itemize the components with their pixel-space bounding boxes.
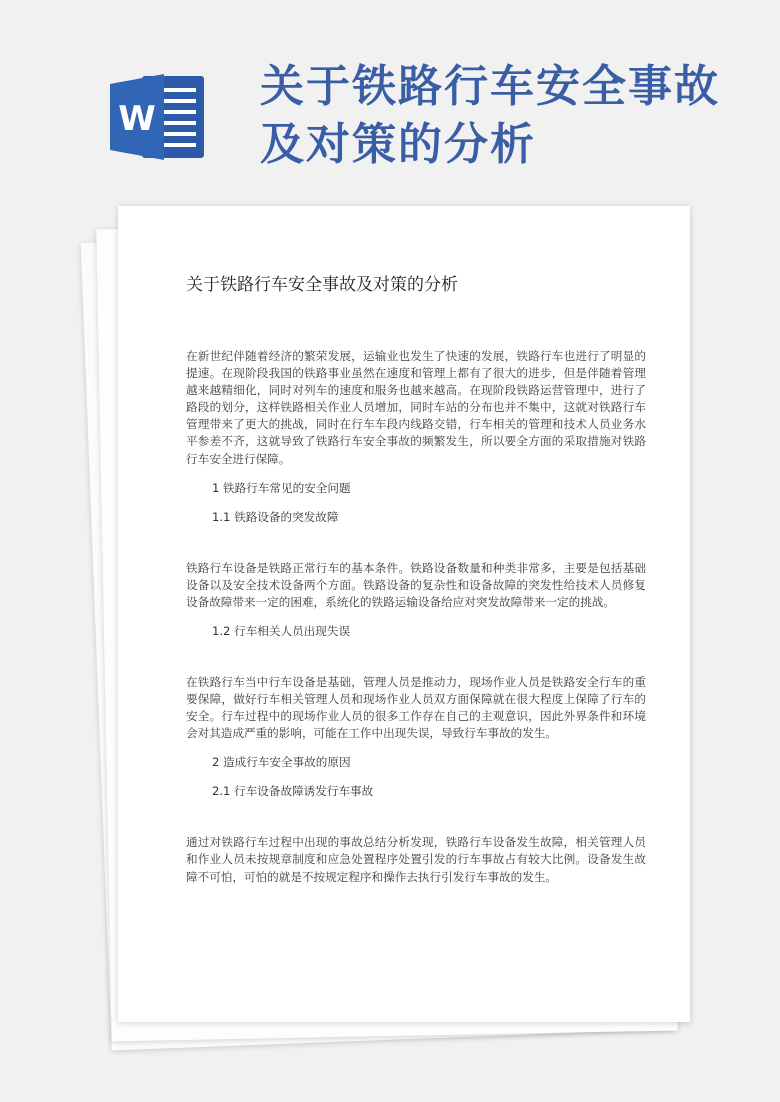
banner-title-line1: 关于铁路行车安全事故 bbox=[260, 61, 720, 112]
section-heading-1-1: 1.1 铁路设备的突发故障 bbox=[212, 509, 339, 524]
section-heading-1-2: 1.2 行车相关人员出现失误 bbox=[212, 623, 351, 638]
banner-title-line2: 及对策的分析 bbox=[260, 119, 536, 170]
section-heading-1: 1 铁路行车常见的安全问题 bbox=[212, 480, 351, 495]
document-title: 关于铁路行车安全事故及对策的分析 bbox=[186, 275, 458, 295]
section-heading-2: 2 造成行车安全事故的原因 bbox=[212, 755, 351, 770]
intro-paragraph: 在新世纪伴随着经济的繁荣发展，运输业也发生了快速的发展，铁路行车也进行了明显的提速。在现阶段我国的铁路事业虽然在速度和管理上都有了很大的进步，但是伴随着管理越来越精细化，同时对列车的速度和服务也越来越高。在现阶段铁路运营管理中，进行了路段的划分，这样铁路相关作业人员增加，同时车站的分布也并不集中，这就对铁路行车管理带来了更大的挑战，同时在行车车段内线路交错，行车相关的管理和技术人员业务水平参差不齐，这就导致了铁路行车安全事故的频繁发生，所以要全方面的采取措施对铁路行车安全进行保障。 bbox=[186, 349, 646, 466]
section-heading-2-1: 2.1 行车设备故障诱发行车事故 bbox=[212, 784, 374, 799]
paragraph-1-2: 在铁路行车当中行车设备是基础，管理人员是推动力，现场作业人员是铁路安全行车的重要保障，做好行车相关管理人员和现场作业人员双方面保障就在很大程度上保障了行车的安全。行车过程中的现场作业人员的很多工作存在自己的主观意识，因此外界条件和环境会对其造成严重的影响，可能在工作中出现失误，导致行车事故的发生。 bbox=[186, 674, 646, 741]
svg-text:W: W bbox=[118, 99, 156, 139]
word-document-icon bbox=[108, 72, 208, 162]
paragraph-1-1: 铁路行车设备是铁路正常行车的基本条件。铁路设备数量和种类非常多，主要是包括基础设备以及安全技术设备两个方面。铁路设备的复杂性和设备故障的突发性给技术人员修复设备故障带来一定的困难，系统化的铁路运输设备给应对突发故障带来一定的挑战。 bbox=[186, 560, 646, 609]
document-content bbox=[186, 270, 646, 886]
banner-title bbox=[260, 58, 760, 174]
paragraph-2-1: 通过对铁路行车过程中出现的事故总结分析发现，铁路行车设备发生故障，相关管理人员和作业人员未按规章制度和应急处置程序处置引发的行车事故占有较大比例。设备发生故障不可怕，可怕的就是不按规定程序和操作去执行引发行车事故的发生。 bbox=[186, 835, 646, 884]
